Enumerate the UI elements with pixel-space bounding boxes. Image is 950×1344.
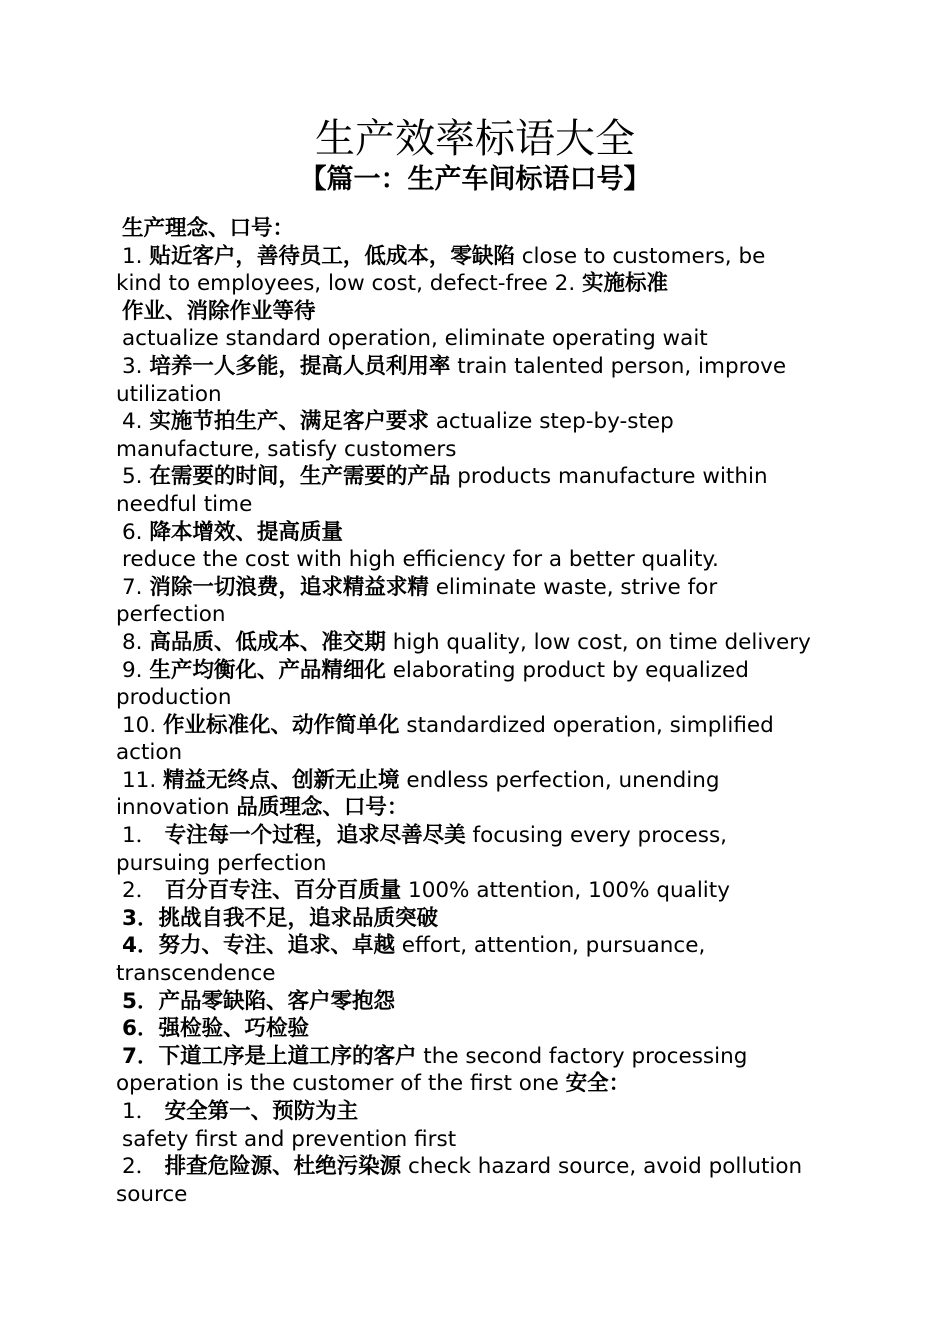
text-line [116, 215, 832, 243]
text-line [116, 739, 832, 767]
bold-text: 安全： [565, 1071, 631, 1097]
plain-text: utilization [116, 381, 222, 407]
plain-text: effort, attention, pursuance, [394, 933, 706, 959]
text-line [116, 629, 832, 657]
plain-text: high quality, low cost, on time delivery [385, 629, 811, 655]
plain-text: products manufacture within [450, 464, 768, 490]
plain-text: 3. [122, 353, 150, 379]
plain-text: the second factory processing [416, 1043, 748, 1069]
plain-text: operation is the customer of the first one [116, 1071, 566, 1097]
bold-text: 安全第一、预防为主 [157, 1099, 359, 1124]
plain-text: 100% attention, 100% quality [401, 878, 730, 904]
bold-text: 7．下道工序是上道工序的客户 [122, 1043, 417, 1069]
bold-text: 生产理念、口号： [122, 216, 295, 241]
plain-text: safety first and prevention first [122, 1126, 457, 1152]
text-line [116, 408, 832, 436]
text-line [116, 1153, 832, 1181]
bold-text: 消除一切浪费，追求精益求精 [149, 574, 429, 600]
text-line [116, 712, 832, 740]
plain-text: elaborating product by equalized [385, 657, 749, 683]
plain-text: eliminate waste, strive for [428, 574, 718, 600]
text-line [116, 657, 832, 685]
bold-text: 排查危险源、杜绝污染源 [157, 1154, 402, 1180]
bold-text: 降本增效、提高质量 [149, 519, 343, 545]
text-line [116, 850, 832, 878]
plain-text: 5. [122, 464, 150, 490]
text-line [116, 988, 832, 1016]
text-line [116, 767, 832, 795]
text-line [116, 436, 832, 464]
text-line [116, 574, 832, 602]
document-subtitle: 【篇一：生产车间标语口号】 [299, 164, 651, 195]
plain-text: 6. [122, 519, 150, 545]
bold-text: 培养一人多能，提高人员利用率 [149, 353, 451, 379]
text-line [116, 905, 832, 933]
text-line [116, 932, 832, 960]
text-line [116, 491, 832, 519]
text-line [116, 1126, 832, 1154]
plain-text: 1. [122, 243, 150, 269]
bold-text: 6．强检验、巧检验 [122, 1016, 309, 1042]
plain-text: standardized operation, simplified [399, 712, 774, 738]
plain-text: manufacture, satisfy customers [116, 436, 457, 462]
plain-text: pursuing perfection [116, 850, 327, 876]
plain-text: 8. [122, 629, 150, 655]
plain-text: reduce the cost with high efficiency for a better quality. [122, 547, 719, 573]
bold-text: 4．努力、专注、追求、卓越 [122, 933, 395, 959]
text-line [116, 601, 832, 629]
bold-text: 5．产品零缺陷、客户零抱怨 [122, 988, 395, 1014]
text-line [116, 1015, 832, 1043]
plain-text: actualize standard operation, eliminate operating wait [122, 326, 708, 352]
text-line [116, 1181, 832, 1209]
plain-text: production [116, 685, 232, 711]
plain-text: source [116, 1181, 188, 1207]
text-line [116, 381, 832, 409]
text-line [116, 519, 832, 547]
plain-text: 2． [122, 1154, 158, 1180]
text-line [116, 1070, 832, 1098]
bold-text: 生产均衡化、产品精细化 [149, 657, 386, 683]
document-body [116, 215, 832, 1208]
bold-text: 作业标准化、动作简单化 [163, 712, 400, 738]
bold-text: 精益无终点、创新无止境 [163, 767, 400, 793]
bold-text: 3．挑战自我不足，追求品质突破 [122, 905, 438, 931]
text-line [116, 684, 832, 712]
plain-text: close to customers, be [514, 243, 766, 269]
text-line [116, 877, 832, 905]
bold-text: 专注每一个过程，追求尽善尽美 [157, 823, 466, 849]
bold-text: 作业、消除作业等待 [122, 298, 316, 324]
bold-text: 实施节拍生产、满足客户要求 [149, 409, 429, 435]
document-title: 生产效率标语大全 [315, 116, 635, 162]
text-line [116, 270, 832, 298]
plain-text: transcendence [116, 961, 276, 987]
text-line [116, 325, 832, 353]
bold-text: 百分百专注、百分百质量 [157, 878, 402, 904]
plain-text: focusing every process, [465, 823, 728, 849]
plain-text: 1． [122, 823, 158, 849]
plain-text: kind to employees, low cost, defect-free 2. [116, 271, 583, 297]
plain-text: check hazard source, avoid pollution [401, 1154, 803, 1180]
text-line [116, 353, 832, 381]
text-line [116, 1098, 832, 1126]
plain-text: innovation [116, 795, 237, 821]
text-line [116, 960, 832, 988]
plain-text: 7. [122, 574, 150, 600]
plain-text: perfection [116, 602, 226, 628]
plain-text: 9. [122, 657, 150, 683]
text-line [116, 1043, 832, 1071]
bold-text: 高品质、低成本、准交期 [149, 629, 386, 655]
text-line [116, 794, 832, 822]
plain-text: action [116, 740, 183, 766]
plain-text: 2． [122, 878, 158, 904]
bold-text: 实施标准 [582, 271, 669, 297]
text-line [116, 463, 832, 491]
plain-text: 10. [122, 712, 164, 738]
text-line [116, 822, 832, 850]
plain-text: 1． [122, 1099, 158, 1124]
plain-text: 4. [122, 409, 150, 435]
bold-text: 贴近客户，善待员工，低成本，零缺陷 [149, 243, 515, 269]
plain-text: endless perfection, unending [399, 767, 720, 793]
plain-text: train talented person, improve [450, 353, 787, 379]
bold-text: 品质理念、口号： [236, 795, 409, 821]
text-line [116, 546, 832, 574]
bold-text: 在需要的时间，生产需要的产品 [149, 464, 451, 490]
text-line [116, 243, 832, 271]
plain-text: actualize step-by-step [428, 409, 674, 435]
text-line [116, 298, 832, 326]
plain-text: 11. [122, 767, 164, 793]
plain-text: needful time [116, 491, 253, 517]
